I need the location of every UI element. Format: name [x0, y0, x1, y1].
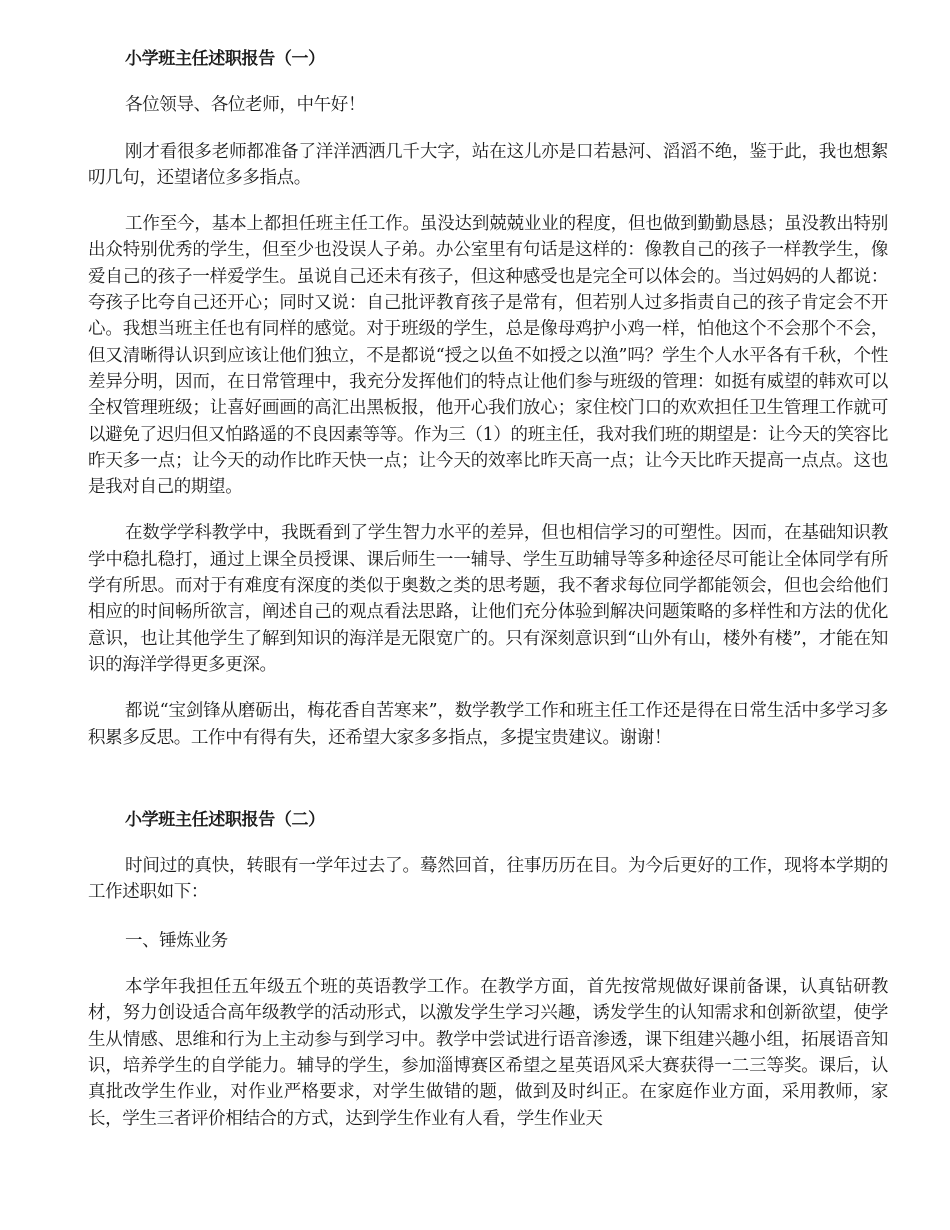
report-2-paragraph: 本学年我担任五年级五个班的英语教学工作。在教学方面，首先按常规做好课前备课，认真钻研教材，努力创设适合高年级教学的活动形式，以激发学生学习兴趣，诱发学生的认知需求和创新欲望，使学生从情感、思维和行为上主动参与到学习中。教学中尝试进行语音渗透，课下组建兴趣小组，拓展语音知识，培养学生的自学能力。辅导的学生，参加淄博赛区希望之星英语风采大赛获得一二三等奖。课后，认真批改学生作业，对作业严格要求，对学生做错的题，做到及时纠正。在家庭作业方面，采用教师，家长，学生三者评价相结合的方式，达到学生作业有人看，学生作业天: [88, 977, 888, 1129]
report-1-closing: 都说“宝剑锋从磨砺出，梅花香自苦寒来”，数学教学工作和班主任工作还是得在日常生活中多学习多积累多反思。工作中有得有失，还希望大家多多指点，多提宝贵建议。谢谢！: [88, 701, 888, 748]
report-2-title: 小学班主任述职报告（二）: [125, 809, 325, 830]
report-1-greeting: 各位领导、各位老师，中午好！: [125, 95, 366, 116]
report-2-intro: 时间过的真快，转眼有一学年过去了。蓦然回首，往事历历在目。为今后更好的工作，现将本学期的工作述职如下：: [88, 856, 888, 903]
document-page: [88, 0, 888, 1132]
report-2-section-heading: 一、锤炼业务: [125, 930, 228, 951]
report-1-paragraph: 工作至今，基本上都担任班主任工作。虽没达到兢兢业业的程度，但也做到勤勤恳恳；虽没教出特别出众特别优秀的学生，但至少也没误人子弟。办公室里有句话是这样的：像教自己的孩子一样教学生，像爱自己的孩子一样爱学生。虽说自己还未有孩子，但这种感受也是完全可以体会的。当过妈妈的人都说：夸孩子比夸自己还开心；同时又说：自己批评教育孩子是常有，但若别人过多指责自己的孩子肯定会不开心。我想当班主任也有同样的感觉。对于班级的学生，总是像母鸡护小鸡一样，怕他这个不会那个不会，但又清晰得认识到应该让他们独立，不是都说“授之以鱼不如授之以渔”吗？学生个人水平各有千秋，个性差异分明，因而，在日常管理中，我充分发挥他们的特点让他们参与班级的管理：如挺有威望的韩欢可以全权管理班级；让喜好画画的高汇出黑板报，他开心我们放心；家住校门口的欢欢担任卫生管理工作就可以避免了迟归但又怕路遥的不良因素等等。作为三（1）的班主任，我对我们班的期望是：让今天的笑容比昨天多一点；让今天的动作比昨天快一点；让今天的效率比昨天高一点；让今天比昨天提高一点点。这也是我对自己的期望。: [88, 214, 888, 498]
report-1-title: 小学班主任述职报告（一）: [125, 49, 325, 69]
report-1-paragraph: 在数学学科教学中，我既看到了学生智力水平的差异，但也相信学习的可塑性。因而，在基础知识教学中稳扎稳打，通过上课全员授课、课后师生一一辅导、学生互助辅导等多种途径尽可能让全体同学有所学有所思。而对于有难度有深度的类似于奥数之类的思考题，我不奢求每位同学都能领会，但也会给他们相应的时间畅所欲言，阐述自己的观点看法思路，让他们充分体验到解决问题策略的多样性和方法的优化意识，也让其他学生了解到知识的海洋是无限宽广的。只有深刻意识到“山外有山，楼外有楼”，才能在知识的海洋学得更多更深。: [88, 523, 888, 675]
report-1-paragraph: 刚才看很多老师都准备了洋洋洒洒几千大字，站在这儿亦是口若悬河、滔滔不绝，鉴于此，我也想絮叨几句，还望诸位多多指点。: [88, 141, 888, 188]
